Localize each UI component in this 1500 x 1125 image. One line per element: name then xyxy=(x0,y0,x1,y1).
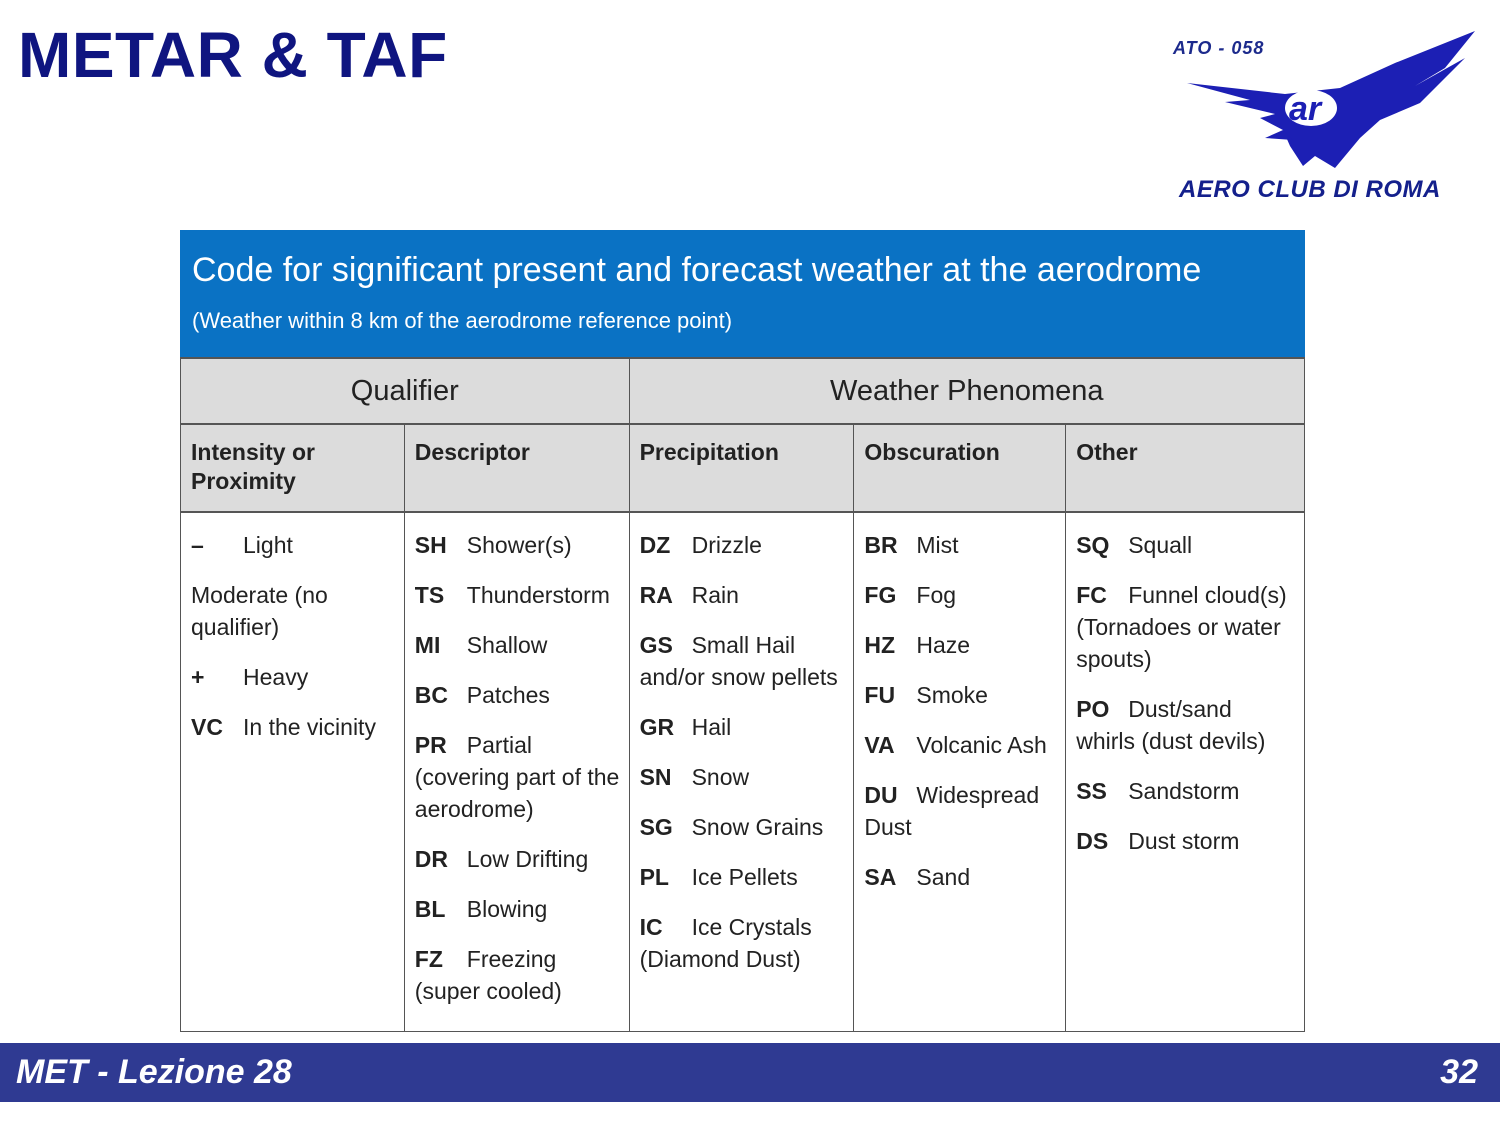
weather-code: SQ xyxy=(1076,532,1110,558)
weather-code-meaning: In the vicinity xyxy=(243,714,376,740)
page-number: 32 xyxy=(1440,1053,1478,1091)
weather-code-meaning: Dust storm xyxy=(1128,828,1240,854)
list-item xyxy=(864,579,1057,611)
weather-code-meaning: Sandstorm xyxy=(1128,778,1240,804)
weather-code-meaning: Dust/sand whirls (dust devils) xyxy=(1076,696,1266,754)
column-header-row xyxy=(181,423,1304,511)
column-header: Intensity or Proximity xyxy=(181,425,405,511)
weather-code-meaning: Ice Pellets xyxy=(691,864,798,890)
weather-code-meaning: Haze xyxy=(916,632,971,658)
weather-code-meaning: Partial (covering part of the aerodrome) xyxy=(414,732,620,822)
weather-code-meaning: Low Drifting xyxy=(466,846,589,872)
logo-club-name: AERO CLUB DI ROMA xyxy=(1179,176,1441,203)
weather-code-meaning: Shallow xyxy=(466,632,548,658)
weather-code-meaning: Thunderstorm xyxy=(466,582,610,608)
weather-code-meaning: Fog xyxy=(916,582,957,608)
column-header: Precipitation xyxy=(630,425,855,511)
footer-bar xyxy=(0,1043,1500,1102)
group-header-row xyxy=(181,357,1304,423)
list-item xyxy=(415,529,621,561)
weather-code: FC xyxy=(1076,582,1107,608)
weather-code: + xyxy=(191,664,205,690)
weather-code-meaning: Drizzle xyxy=(691,532,762,558)
svg-text:ar: ar xyxy=(1289,90,1322,128)
list-item xyxy=(191,529,396,561)
aero-club-logo xyxy=(1165,28,1485,213)
other-column xyxy=(1066,513,1304,1031)
table-body-row xyxy=(181,511,1304,1031)
weather-code: PR xyxy=(414,732,447,758)
weather-code: PL xyxy=(639,864,669,890)
obscuration-column xyxy=(854,513,1066,1031)
weather-code-meaning: Snow Grains xyxy=(691,814,824,840)
weather-code-meaning: Mist xyxy=(916,532,959,558)
list-item xyxy=(640,629,846,693)
weather-code-meaning: Light xyxy=(243,532,293,558)
weather-code: BC xyxy=(414,682,449,708)
weather-code: – xyxy=(191,532,204,558)
list-item xyxy=(864,861,1057,893)
list-item xyxy=(415,579,621,611)
weather-code: DR xyxy=(414,846,449,872)
weather-code: IC xyxy=(639,914,663,940)
list-item xyxy=(415,729,621,825)
weather-code: VC xyxy=(191,714,223,740)
list-item xyxy=(640,861,846,893)
list-item xyxy=(191,711,396,743)
weather-code: SH xyxy=(414,532,447,558)
table-header-banner xyxy=(180,230,1305,357)
group-weather-phenomena: Weather Phenomena xyxy=(830,374,1104,407)
list-item xyxy=(415,893,621,925)
column-header: Other xyxy=(1076,439,1138,465)
list-item xyxy=(864,529,1057,561)
descriptor-column xyxy=(405,513,630,1031)
logo-ato-code: ATO - 058 xyxy=(1173,38,1265,58)
list-item xyxy=(640,529,846,561)
weather-code: GR xyxy=(639,714,675,740)
table-grid xyxy=(180,357,1305,1032)
weather-code-meaning: Heavy xyxy=(243,664,309,690)
weather-code: SN xyxy=(639,764,672,790)
table-title: Code for significant present and forecast weather at the aerodrome xyxy=(192,251,1202,289)
list-item xyxy=(864,729,1057,761)
weather-code-meaning: Blowing xyxy=(466,896,548,922)
weather-code: FU xyxy=(864,682,896,708)
weather-code-table xyxy=(180,230,1305,1032)
weather-code: DU xyxy=(864,782,898,808)
precipitation-column xyxy=(630,513,855,1031)
weather-code-meaning: Ice Crystals (Diamond Dust) xyxy=(639,914,812,972)
list-item xyxy=(1076,579,1296,675)
list-item xyxy=(1076,775,1296,807)
table-subtitle: (Weather within 8 km of the aerodrome reference point) xyxy=(192,308,733,333)
weather-code-meaning: Volcanic Ash xyxy=(916,732,1047,758)
weather-code-meaning: Hail xyxy=(691,714,732,740)
list-item xyxy=(640,711,846,743)
weather-code: PO xyxy=(1076,696,1110,722)
list-item xyxy=(640,761,846,793)
list-item xyxy=(415,943,621,1007)
list-item xyxy=(864,779,1057,843)
weather-code: DZ xyxy=(639,532,671,558)
list-item xyxy=(191,661,396,693)
weather-code-meaning: Shower(s) xyxy=(466,532,572,558)
list-item xyxy=(640,811,846,843)
weather-code: SA xyxy=(864,864,897,890)
weather-code: BR xyxy=(864,532,898,558)
list-item xyxy=(640,579,846,611)
list-item xyxy=(1076,529,1296,561)
weather-code-meaning: Sand xyxy=(916,864,971,890)
weather-code-meaning: Rain xyxy=(691,582,739,608)
weather-code: GS xyxy=(639,632,673,658)
weather-code-meaning: Moderate (no qualifier) xyxy=(191,582,328,640)
list-item xyxy=(191,579,396,643)
weather-code: SS xyxy=(1076,778,1107,804)
list-item xyxy=(1076,693,1296,757)
column-header: Descriptor xyxy=(405,425,630,511)
weather-code: RA xyxy=(639,582,673,608)
slide-title: METAR & TAF xyxy=(18,19,448,91)
weather-code: VA xyxy=(864,732,895,758)
weather-code: HZ xyxy=(864,632,896,658)
weather-code: BL xyxy=(414,896,446,922)
group-qualifier: Qualifier xyxy=(181,359,630,423)
weather-code: MI xyxy=(414,632,441,658)
intensity-column xyxy=(181,513,405,1031)
weather-code: SG xyxy=(639,814,673,840)
weather-code-meaning: Patches xyxy=(466,682,550,708)
column-header: Obscuration xyxy=(854,425,1066,511)
weather-code-meaning: Small Hail and/or snow pellets xyxy=(639,632,838,690)
weather-code-meaning: Funnel cloud(s) (Tornadoes or water spouts) xyxy=(1076,582,1287,672)
weather-code: FG xyxy=(864,582,897,608)
weather-code-meaning: Smoke xyxy=(916,682,988,708)
list-item xyxy=(415,679,621,711)
lesson-label: MET - Lezione 28 xyxy=(16,1053,292,1091)
list-item xyxy=(640,911,846,975)
list-item xyxy=(415,629,621,661)
weather-code-meaning: Squall xyxy=(1128,532,1193,558)
weather-code: TS xyxy=(414,582,445,608)
weather-code-meaning: Freezing (super cooled) xyxy=(414,946,562,1004)
list-item xyxy=(1076,825,1296,857)
weather-code-meaning: Widespread Dust xyxy=(864,782,1040,840)
weather-code-meaning: Snow xyxy=(691,764,750,790)
list-item xyxy=(415,843,621,875)
list-item xyxy=(864,679,1057,711)
list-item xyxy=(864,629,1057,661)
weather-code: FZ xyxy=(414,946,443,972)
weather-code: DS xyxy=(1076,828,1109,854)
